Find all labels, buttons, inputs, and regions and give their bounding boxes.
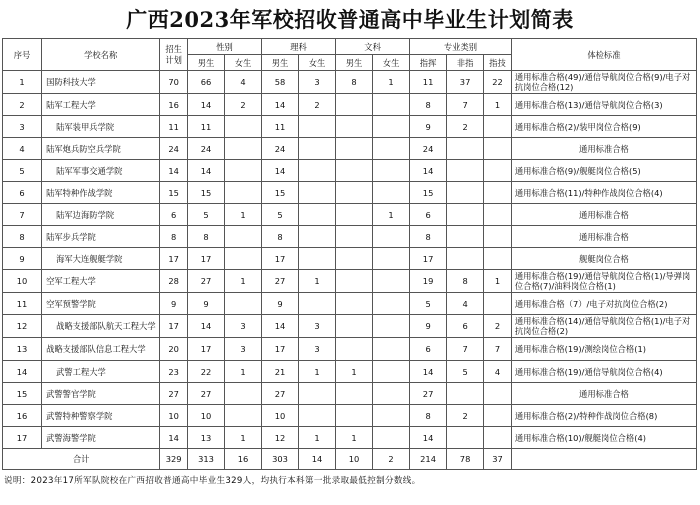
school-name: 陆军特种作战学院 [42, 182, 160, 204]
science-female: 2 [299, 94, 336, 116]
plan-count: 10 [160, 405, 188, 427]
total-command: 214 [410, 449, 447, 470]
arts-male [336, 293, 373, 315]
noncommand-count: 2 [447, 405, 484, 427]
total-label: 合计 [3, 449, 160, 470]
plan-count: 15 [160, 182, 188, 204]
arts-female [373, 116, 410, 138]
arts-female: 1 [373, 71, 410, 94]
arts-male [336, 248, 373, 270]
science-female [299, 182, 336, 204]
command-tech-count [484, 427, 512, 449]
total-arts-male: 10 [336, 449, 373, 470]
header-gender-male: 男生 [188, 55, 225, 71]
command-count: 9 [410, 315, 447, 338]
command-count: 6 [410, 204, 447, 226]
arts-male [336, 182, 373, 204]
table-row [3, 116, 697, 138]
command-tech-count [484, 160, 512, 182]
table-row [3, 94, 697, 116]
physical-standard: 通用标准合格(11)/特种作战岗位合格(4) [511, 182, 696, 204]
command-count: 15 [410, 182, 447, 204]
command-count: 24 [410, 138, 447, 160]
arts-female [373, 383, 410, 405]
science-female: 3 [299, 338, 336, 361]
gender-male: 24 [188, 138, 225, 160]
science-male: 17 [262, 248, 299, 270]
arts-male: 8 [336, 71, 373, 94]
gender-male: 27 [188, 270, 225, 293]
science-female [299, 405, 336, 427]
command-tech-count [484, 226, 512, 248]
header-gender: 性别 [188, 39, 262, 55]
arts-female [373, 338, 410, 361]
command-tech-count [484, 182, 512, 204]
header-plan-line1: 招生 [165, 43, 182, 54]
noncommand-count: 7 [447, 338, 484, 361]
plan-count: 9 [160, 293, 188, 315]
header-seq: 序号 [3, 39, 42, 71]
command-tech-count [484, 405, 512, 427]
row-seq: 10 [3, 270, 42, 293]
arts-female [373, 138, 410, 160]
arts-female [373, 315, 410, 338]
school-name: 国防科技大学 [42, 71, 160, 94]
gender-female: 4 [225, 71, 262, 94]
plan-count: 27 [160, 383, 188, 405]
footnote: 说明：2023年17所军队院校在广西招收普通高中毕业生329人，均执行本科第一批录取最低控制分数线。 [4, 476, 421, 486]
school-name: 陆军边海防学院 [42, 204, 160, 226]
gender-female: 2 [225, 94, 262, 116]
arts-male [336, 270, 373, 293]
science-male: 14 [262, 94, 299, 116]
noncommand-count [447, 248, 484, 270]
noncommand-count: 37 [447, 71, 484, 94]
command-count: 9 [410, 116, 447, 138]
science-female [299, 138, 336, 160]
arts-male [336, 204, 373, 226]
command-tech-count: 1 [484, 94, 512, 116]
table-row [3, 248, 697, 270]
header-science-female: 女生 [299, 55, 336, 71]
science-female [299, 226, 336, 248]
science-male: 10 [262, 405, 299, 427]
header-arts-female: 女生 [373, 55, 410, 71]
header-noncommand: 非指 [447, 55, 484, 71]
command-count: 8 [410, 94, 447, 116]
total-noncommand: 78 [447, 449, 484, 470]
school-name: 武警工程大学 [42, 361, 160, 383]
table-row [3, 338, 697, 361]
arts-female [373, 94, 410, 116]
row-seq: 12 [3, 315, 42, 338]
table-row [3, 138, 697, 160]
row-seq: 8 [3, 226, 42, 248]
science-male: 8 [262, 226, 299, 248]
header-row-top [3, 39, 697, 55]
arts-female [373, 405, 410, 427]
science-male: 21 [262, 361, 299, 383]
physical-standard: 通用标准合格(49)/通信导航岗位合格(9)/电子对抗岗位合格(12) [511, 71, 696, 94]
arts-female: 1 [373, 204, 410, 226]
gender-male: 27 [188, 383, 225, 405]
science-male: 14 [262, 160, 299, 182]
arts-female [373, 427, 410, 449]
total-row [3, 449, 697, 470]
gender-male: 10 [188, 405, 225, 427]
plan-count: 23 [160, 361, 188, 383]
header-arts-male: 男生 [336, 55, 373, 71]
arts-male [336, 160, 373, 182]
gender-female: 1 [225, 270, 262, 293]
arts-female [373, 293, 410, 315]
school-name: 武警海警学院 [42, 427, 160, 449]
physical-standard: 通用标准合格(14)/通信导航岗位合格(1)/电子对抗岗位合格(2) [511, 315, 696, 338]
arts-male [336, 405, 373, 427]
row-seq: 14 [3, 361, 42, 383]
science-male: 58 [262, 71, 299, 94]
command-count: 19 [410, 270, 447, 293]
row-seq: 2 [3, 94, 42, 116]
arts-female [373, 270, 410, 293]
gender-female: 1 [225, 427, 262, 449]
gender-female [225, 293, 262, 315]
gender-female [225, 226, 262, 248]
gender-male: 17 [188, 338, 225, 361]
physical-standard: 通用标准合格(10)/舰艇岗位合格(4) [511, 427, 696, 449]
arts-male [336, 116, 373, 138]
command-count: 14 [410, 361, 447, 383]
plan-count: 16 [160, 94, 188, 116]
plan-count: 17 [160, 315, 188, 338]
noncommand-count [447, 226, 484, 248]
command-tech-count [484, 248, 512, 270]
row-seq: 4 [3, 138, 42, 160]
physical-standard: 通用标准合格(2)/特种作战岗位合格(8) [511, 405, 696, 427]
table-row [3, 293, 697, 315]
science-female: 3 [299, 71, 336, 94]
science-male: 9 [262, 293, 299, 315]
plan-count: 6 [160, 204, 188, 226]
table-row [3, 204, 697, 226]
physical-standard: 通用标准合格 [511, 138, 696, 160]
science-female [299, 293, 336, 315]
plan-count: 17 [160, 248, 188, 270]
arts-male [336, 338, 373, 361]
noncommand-count: 8 [447, 270, 484, 293]
arts-female [373, 361, 410, 383]
table-row [3, 270, 697, 293]
command-tech-count: 22 [484, 71, 512, 94]
table-body [3, 71, 697, 470]
gender-female [225, 405, 262, 427]
gender-male: 11 [188, 116, 225, 138]
gender-male: 66 [188, 71, 225, 94]
gender-male: 5 [188, 204, 225, 226]
command-tech-count: 4 [484, 361, 512, 383]
total-plan: 329 [160, 449, 188, 470]
physical-standard: 通用标准合格(9)/舰艇岗位合格(5) [511, 160, 696, 182]
row-seq: 6 [3, 182, 42, 204]
arts-male [336, 315, 373, 338]
row-seq: 9 [3, 248, 42, 270]
header-plan [160, 39, 188, 71]
gender-female: 3 [225, 315, 262, 338]
header-science-male: 男生 [262, 55, 299, 71]
school-name: 海军大连舰艇学院 [42, 248, 160, 270]
arts-male [336, 94, 373, 116]
physical-standard: 通用标准合格(2)/装甲岗位合格(9) [511, 116, 696, 138]
total-arts-female: 2 [373, 449, 410, 470]
gender-male: 14 [188, 315, 225, 338]
table-row [3, 405, 697, 427]
noncommand-count: 6 [447, 315, 484, 338]
table-row [3, 383, 697, 405]
noncommand-count: 7 [447, 94, 484, 116]
command-tech-count [484, 293, 512, 315]
plan-count: 70 [160, 71, 188, 94]
physical-standard: 通用标准合格(13)/通信导航岗位合格(3) [511, 94, 696, 116]
command-count: 8 [410, 405, 447, 427]
noncommand-count [447, 182, 484, 204]
physical-standard: 通用标准合格（7）/电子对抗岗位合格(2) [511, 293, 696, 315]
header-physical: 体检标准 [511, 39, 696, 71]
science-female: 1 [299, 361, 336, 383]
school-name: 战略支援部队航天工程大学 [42, 315, 160, 338]
physical-standard: 通用标准合格 [511, 383, 696, 405]
gender-female [225, 116, 262, 138]
command-tech-count [484, 116, 512, 138]
row-seq: 13 [3, 338, 42, 361]
command-count: 14 [410, 160, 447, 182]
table-row [3, 182, 697, 204]
plan-count: 14 [160, 427, 188, 449]
table-row [3, 71, 697, 94]
total-male: 313 [188, 449, 225, 470]
school-name: 陆军工程大学 [42, 94, 160, 116]
table-row [3, 361, 697, 383]
physical-standard: 通用标准合格(19)/通信导航岗位合格(4) [511, 361, 696, 383]
table-row [3, 315, 697, 338]
noncommand-count: 2 [447, 116, 484, 138]
total-female: 16 [225, 449, 262, 470]
physical-standard: 通用标准合格 [511, 226, 696, 248]
science-female [299, 204, 336, 226]
gender-male: 8 [188, 226, 225, 248]
school-name: 空军预警学院 [42, 293, 160, 315]
header-category: 专业类别 [410, 39, 512, 55]
physical-standard: 通用标准合格(19)/通信导航岗位合格(1)/导弹岗位合格(7)/油料岗位合格(1) [511, 270, 696, 293]
science-male: 27 [262, 270, 299, 293]
arts-female [373, 182, 410, 204]
row-seq: 15 [3, 383, 42, 405]
noncommand-count [447, 383, 484, 405]
gender-male: 15 [188, 182, 225, 204]
header-command-tech: 指技 [484, 55, 512, 71]
header-gender-female: 女生 [225, 55, 262, 71]
school-name: 陆军装甲兵学院 [42, 116, 160, 138]
arts-male: 1 [336, 427, 373, 449]
header-science: 理科 [262, 39, 336, 55]
school-name: 空军工程大学 [42, 270, 160, 293]
plan-count: 28 [160, 270, 188, 293]
physical-standard: 通用标准合格 [511, 204, 696, 226]
science-female [299, 116, 336, 138]
arts-male [336, 226, 373, 248]
science-male: 17 [262, 338, 299, 361]
row-seq: 11 [3, 293, 42, 315]
arts-male [336, 138, 373, 160]
school-name: 武警警官学院 [42, 383, 160, 405]
school-name: 陆军步兵学院 [42, 226, 160, 248]
plan-count: 14 [160, 160, 188, 182]
command-tech-count: 7 [484, 338, 512, 361]
header-arts: 文科 [336, 39, 410, 55]
table-row [3, 427, 697, 449]
gender-male: 9 [188, 293, 225, 315]
science-female [299, 248, 336, 270]
noncommand-count [447, 427, 484, 449]
physical-standard: 通用标准合格(19)/测绘岗位合格(1) [511, 338, 696, 361]
command-count: 5 [410, 293, 447, 315]
noncommand-count: 5 [447, 361, 484, 383]
arts-male: 1 [336, 361, 373, 383]
header-command: 指挥 [410, 55, 447, 71]
row-seq: 3 [3, 116, 42, 138]
science-male: 11 [262, 116, 299, 138]
gender-female: 1 [225, 361, 262, 383]
plan-count: 20 [160, 338, 188, 361]
plan-count: 24 [160, 138, 188, 160]
gender-female [225, 138, 262, 160]
noncommand-count [447, 204, 484, 226]
command-tech-count [484, 138, 512, 160]
arts-female [373, 160, 410, 182]
gender-male: 13 [188, 427, 225, 449]
total-science-female: 14 [299, 449, 336, 470]
row-seq: 1 [3, 71, 42, 94]
school-name: 陆军炮兵防空兵学院 [42, 138, 160, 160]
gender-female: 1 [225, 204, 262, 226]
command-count: 17 [410, 248, 447, 270]
arts-female [373, 248, 410, 270]
noncommand-count: 4 [447, 293, 484, 315]
total-command-tech: 37 [484, 449, 512, 470]
arts-male [336, 383, 373, 405]
command-tech-count: 1 [484, 270, 512, 293]
gender-female: 3 [225, 338, 262, 361]
science-female [299, 383, 336, 405]
science-female: 1 [299, 427, 336, 449]
row-seq: 17 [3, 427, 42, 449]
table-row [3, 226, 697, 248]
page-title: 广西2023年军校招收普通高中毕业生计划简表 [126, 7, 574, 32]
admission-plan-table [2, 38, 697, 470]
total-physical [511, 449, 696, 470]
table-row [3, 160, 697, 182]
science-male: 24 [262, 138, 299, 160]
gender-female [225, 160, 262, 182]
command-tech-count [484, 204, 512, 226]
school-name: 战略支援部队信息工程大学 [42, 338, 160, 361]
school-name: 陆军军事交通学院 [42, 160, 160, 182]
gender-female [225, 248, 262, 270]
command-count: 6 [410, 338, 447, 361]
command-tech-count: 2 [484, 315, 512, 338]
gender-female [225, 383, 262, 405]
school-name: 武警特种警察学院 [42, 405, 160, 427]
science-male: 12 [262, 427, 299, 449]
total-science-male: 303 [262, 449, 299, 470]
row-seq: 16 [3, 405, 42, 427]
row-seq: 7 [3, 204, 42, 226]
science-male: 14 [262, 315, 299, 338]
science-female: 1 [299, 270, 336, 293]
command-count: 27 [410, 383, 447, 405]
command-count: 14 [410, 427, 447, 449]
gender-male: 14 [188, 94, 225, 116]
science-male: 27 [262, 383, 299, 405]
gender-male: 22 [188, 361, 225, 383]
gender-female [225, 182, 262, 204]
science-male: 15 [262, 182, 299, 204]
header-plan-line2: 计划 [165, 54, 182, 65]
plan-count: 8 [160, 226, 188, 248]
arts-female [373, 226, 410, 248]
noncommand-count [447, 160, 484, 182]
row-seq: 5 [3, 160, 42, 182]
plan-count: 11 [160, 116, 188, 138]
command-count: 11 [410, 71, 447, 94]
science-female [299, 160, 336, 182]
header-school: 学校名称 [42, 39, 160, 71]
noncommand-count [447, 138, 484, 160]
command-count: 8 [410, 226, 447, 248]
command-tech-count [484, 383, 512, 405]
gender-male: 17 [188, 248, 225, 270]
science-male: 5 [262, 204, 299, 226]
gender-male: 14 [188, 160, 225, 182]
physical-standard: 舰艇岗位合格 [511, 248, 696, 270]
science-female: 3 [299, 315, 336, 338]
